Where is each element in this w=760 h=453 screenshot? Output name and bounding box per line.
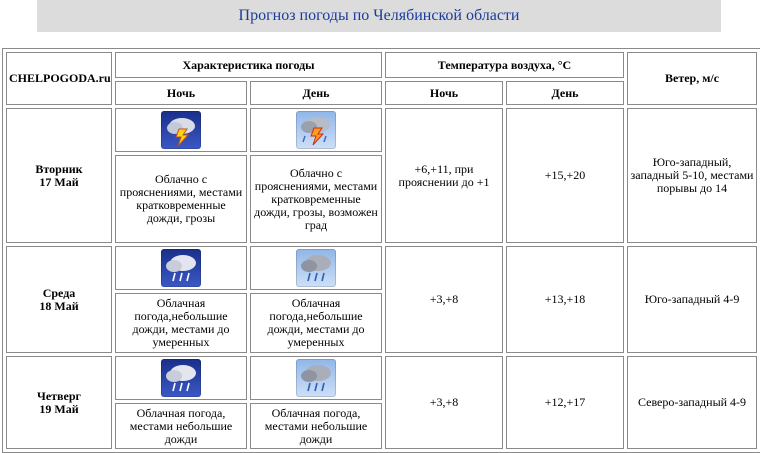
temp-day-cell: +12,+17 <box>506 356 624 449</box>
temp-day-cell: +13,+18 <box>506 246 624 353</box>
wind-cell: Северо-западный 4-9 <box>627 356 757 449</box>
day-description: Облачная погода,небольшие дожди, местами до умеренных <box>250 293 382 353</box>
brand-cell: CHELPOGODA.ru <box>6 52 112 105</box>
weekday: Среда <box>42 285 76 300</box>
day-label <box>6 356 112 449</box>
day-label <box>6 108 112 243</box>
temp-night-cell: +3,+8 <box>385 246 503 353</box>
weekday: Вторник <box>35 161 83 176</box>
day-description: Облачно с прояснениями, местами кратковременные дожди, грозы, возможен град <box>250 155 382 243</box>
temp-day-header: День <box>506 81 624 105</box>
date: 19 Май <box>39 401 79 416</box>
rain-cloud-night-icon <box>161 359 201 397</box>
night-icon-cell <box>115 108 247 152</box>
rain-cloud-night-icon <box>161 249 201 287</box>
weather-day-header: День <box>250 81 382 105</box>
day-description: Облачная погода, местами небольшие дожди <box>250 403 382 449</box>
rain-cloud-day-icon <box>296 249 336 287</box>
temp-night-header: Ночь <box>385 81 503 105</box>
temp-night-cell: +3,+8 <box>385 356 503 449</box>
weather-char-header: Характеристика погоды <box>115 52 382 78</box>
day-icon-cell <box>250 356 382 400</box>
weekday: Четверг <box>37 388 81 403</box>
storm-night-icon <box>161 111 201 149</box>
wind-cell: Юго-западный, западный 5-10, местами порывы до 14 <box>627 108 757 243</box>
storm-day-icon <box>296 111 336 149</box>
title-bar <box>37 0 721 32</box>
night-description: Облачно с прояснениями, местами кратковременные дожди, грозы <box>115 155 247 243</box>
date: 18 Май <box>39 298 79 313</box>
day-icon-cell <box>250 246 382 290</box>
wind-cell: Юго-западный 4-9 <box>627 246 757 353</box>
day-label <box>6 246 112 353</box>
rain-cloud-day-icon <box>296 359 336 397</box>
night-description: Облачная погода, местами небольшие дожди <box>115 403 247 449</box>
night-description: Облачная погода,небольшие дожди, местами до умеренных <box>115 293 247 353</box>
night-icon-cell <box>115 356 247 400</box>
temperature-header: Температура воздуха, °С <box>385 52 624 78</box>
temp-night-cell: +6,+11, при прояснении до +1 <box>385 108 503 243</box>
night-icon-cell <box>115 246 247 290</box>
temp-day-cell: +15,+20 <box>506 108 624 243</box>
date: 17 Май <box>39 174 79 189</box>
weather-night-header: Ночь <box>115 81 247 105</box>
day-icon-cell <box>250 108 382 152</box>
page-title: Прогноз погоды по Челябинской области <box>238 7 520 24</box>
wind-header: Ветер, м/с <box>627 52 757 105</box>
forecast-table <box>2 48 760 453</box>
